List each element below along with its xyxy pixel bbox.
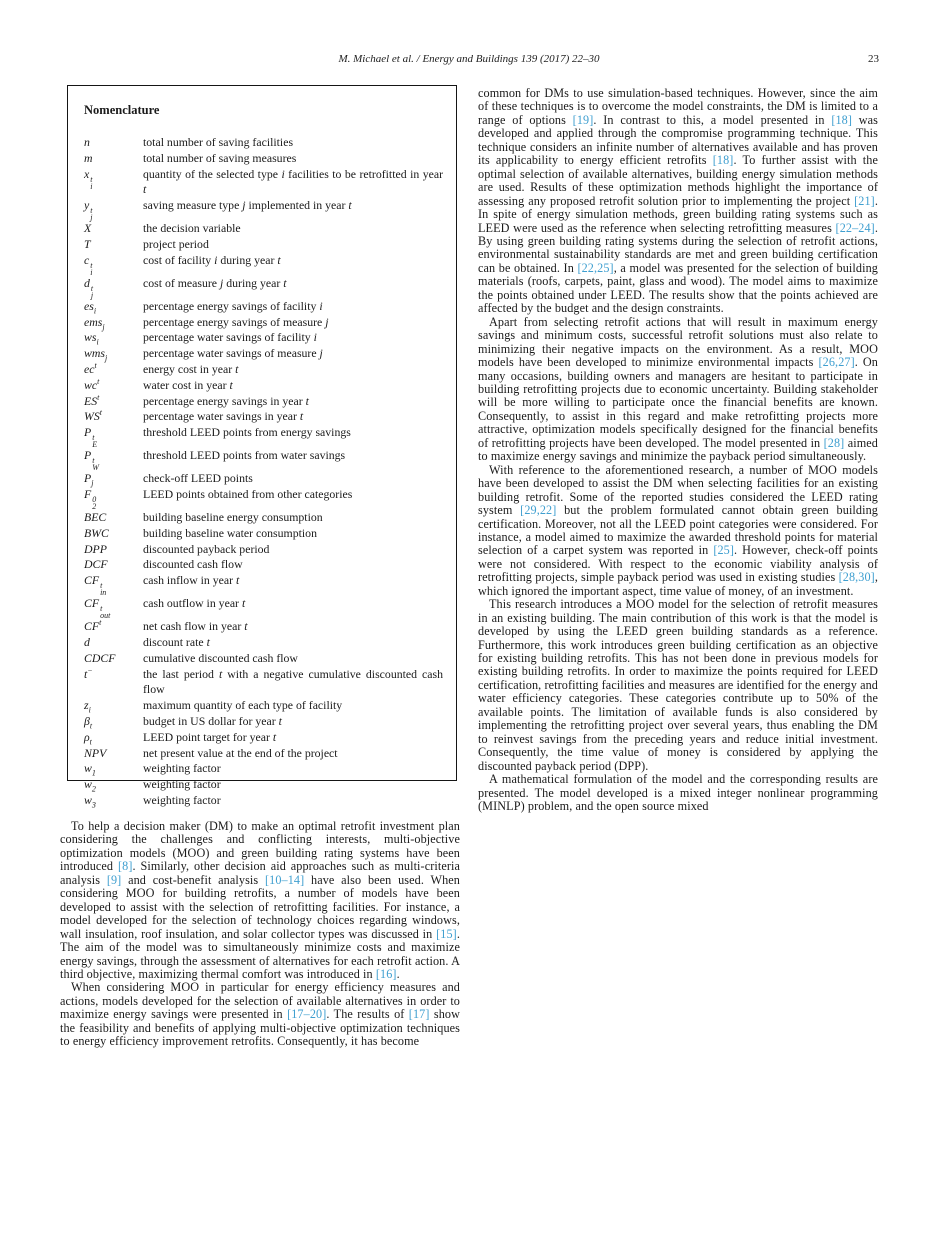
body-paragraph: A mathematical formulation of the model and the corresponding results are presented. The model developed is a mixed integer nonlinear programming (MINLP) problem, and the open source mixed — [478, 772, 878, 814]
symbol: $CF^t$ — [84, 618, 102, 634]
definition: cash inflow in year t — [143, 573, 240, 588]
symbol: ems$_j$ — [84, 314, 105, 331]
definition: discounted payback period — [143, 541, 270, 556]
definition: maximum quantity of each type of facility — [143, 698, 343, 713]
symbol: $\rho_t$ — [84, 729, 92, 747]
running-head: M. Michael et al. / Energy and Buildings 139 (2017) 22–30 — [338, 53, 600, 65]
nomenclature-entry — [84, 777, 443, 793]
nomenclature-entry — [84, 635, 443, 651]
symbol: P t W — [84, 448, 99, 473]
definition: building baseline water consumption — [143, 525, 317, 540]
definition: check-off LEED points — [143, 471, 253, 486]
definition: percentage water savings of measure j — [143, 346, 323, 361]
symbol: $WS^t$ — [84, 408, 102, 424]
citation-link[interactable]: [15] — [436, 926, 457, 941]
definition: percentage water savings in year t — [143, 409, 304, 424]
nomenclature-entry — [84, 425, 443, 448]
definition: weighting factor — [143, 761, 221, 776]
symbol: wms$_j$ — [84, 346, 108, 363]
definition: cumulative discounted cash flow — [143, 650, 298, 665]
nomenclature-entry — [84, 346, 443, 362]
symbol: t− — [84, 665, 93, 681]
nomenclature-entry — [84, 378, 443, 394]
nomenclature-entry — [84, 573, 443, 596]
nomenclature-box — [67, 85, 457, 810]
nomenclature-entry — [84, 698, 443, 714]
nomenclature-entry — [84, 221, 443, 237]
symbol: $\beta_t$ — [84, 713, 93, 731]
symbol: d — [84, 634, 90, 649]
symbol: y t j — [84, 198, 93, 223]
symbol: $wc^t$ — [84, 376, 100, 392]
body-paragraph: When considering MOO in particular for energy efficiency measures and actions, models developed for the selection of available alternatives in order to maximize energy savings were presented in [17–20]. The results of [17] show the feasibility and benefits of applying multi-objective optimization techniques to energy efficiency improvement retrofits. Consequently, it has become — [60, 980, 460, 1049]
symbol: $ec^t$ — [84, 361, 97, 376]
nomenclature-entry — [84, 448, 443, 471]
citation-link[interactable]: [19] — [572, 112, 594, 127]
nomenclature-entry — [84, 394, 443, 410]
citation-link[interactable]: [28,30] — [838, 570, 875, 585]
definition: LEED points obtained from other categories — [143, 486, 353, 501]
citation-link[interactable]: [9] — [106, 872, 122, 887]
symbol: NPV — [84, 745, 107, 760]
page-number: 23 — [868, 53, 879, 65]
body-paragraph: common for DMs to use simulation-based techniques. However, since the aim of these techniques is to overcome the model constraints, the DM is limited to a range of options [19]. In contrast to this, a model presented in [18] was developed and applied through the compromise programming technique. This technique considers an infinite number of alternatives available and has proven its applicability to energy efficient retrofits [18]. To further assist with the optimal selection of available alternatives, building energy simulation methods are used. Results of these optimization methods highlight the importance of assessing any proposed retrofit solution prior to implementing the project [21]. In spite of energy simulation methods, green building rating systems such as LEED were used as the reference when selecting retrofitting measures [22–24]. By using green building rating systems during the selection of retrofit actions, environmental sustainability standards are met and green building certification can be obtained. In [22,25], a model was presented for the selection of building materials (roofs, carpets, paint, glass and wood). The model aims to maximize the points obtained under LEED. The results show that the points achieved are affected by the budget and the design constraints. — [478, 86, 879, 316]
citation-link[interactable]: [29,22] — [520, 503, 557, 518]
definition: cost of facility i during year t — [143, 252, 281, 267]
nomenclature-entry — [84, 362, 443, 378]
symbol: $w_3$ — [84, 792, 96, 810]
nomenclature-entry — [84, 761, 443, 777]
definition: percentage energy savings of facility i — [143, 298, 323, 313]
definition: water cost in year t — [143, 377, 233, 392]
nomenclature-entry — [84, 299, 443, 315]
definition: LEED point target for year t — [143, 729, 277, 744]
nomenclature-entry — [84, 793, 443, 809]
body-paragraph: This research introduces a MOO model for the selection of retrofit measures in an existing building. The main contribution of this work is that the model is developed by using the LEED green building standards as a reference. Furthermore, this work introduces green building certification as an objective for existing building retrofits. This has not been done in previous models for existing building retrofits. In order to maximize the points required for LEED certification, retrofitting facilities and measures are identified for the energy and water efficiency categories. These categories contribute up to 50% of the available points. The limitation of available funds is also considered by implementing the retrofitting project over several years, thus enabling the DM to reinvest savings from the preceding years and reduce initial investment. Consequently, the time value of money is considered by applying the discounted payback period (DPP). — [478, 597, 878, 773]
definition: energy cost in year t — [143, 361, 239, 376]
nomenclature-entry — [84, 167, 443, 199]
nomenclature-entry — [84, 409, 443, 425]
nomenclature-entry — [84, 151, 443, 167]
symbol: F 0 2 — [84, 486, 97, 511]
nomenclature-entry — [84, 730, 443, 746]
symbol: x t i — [84, 166, 93, 191]
nomenclature-entry — [84, 253, 443, 276]
citation-link[interactable]: [21] — [854, 193, 875, 208]
citation-link[interactable]: [26,27] — [818, 355, 855, 370]
symbol: CF t in — [84, 573, 107, 598]
nomenclature-entry — [84, 471, 443, 487]
symbol: T — [84, 236, 91, 251]
definition: quantity of the selected type i facilities to be retrofitted in year t — [143, 166, 443, 197]
left-column — [60, 820, 460, 1049]
citation-link[interactable]: [8] — [118, 859, 133, 874]
nomenclature-entry — [84, 667, 443, 699]
symbol: $w_1$ — [84, 761, 96, 778]
symbol: $z_i$ — [84, 698, 91, 715]
symbol: c t i — [84, 252, 93, 277]
nomenclature-entry — [84, 487, 443, 510]
symbol: CF t out — [84, 596, 111, 621]
definition: budget in US dollar for year t — [143, 713, 282, 728]
definition: percentage energy savings in year t — [143, 393, 309, 408]
body-paragraph: To help a decision maker (DM) to make an optimal retrofit investment plan considering the challenges and conflicting interests, multi-objective optimization models (MOO) and green building rating systems have been introduced [8]. Similarly, other decision aid approaches such as multi-criteria analysis [9] and cost-benefit analysis [10–14] have also been used. When considering MOO for building retrofits, a number of models have been developed to assist with the selection of retrofitting facilities. For instance, a model developed for the selection of technology choices regarding windows, wall insulation, roof insulation, and solar collector types was discussed in [15]. The aim of the model was to simultaneously minimize costs and maximize energy savings, through the assessment of alternatives for each retrofit action. A third objective, maximizing thermal comfort was introduced in [16]. — [60, 819, 461, 981]
nomenclature-entry — [84, 714, 443, 730]
definition: threshold LEED points from water savings — [143, 448, 346, 463]
definition: the last period t with a negative cumulative discounted cash flow — [143, 666, 443, 697]
definition: weighting factor — [143, 777, 221, 792]
definition: discount rate t — [143, 634, 210, 649]
definition: cash outflow in year t — [143, 596, 246, 611]
symbol: BEC — [84, 509, 107, 524]
nomenclature-entry — [84, 135, 443, 151]
symbol: DPP — [84, 541, 107, 556]
symbol: $ES^t$ — [84, 392, 100, 408]
citation-link[interactable]: [10–14] — [264, 872, 305, 887]
definition: total number of saving facilities — [143, 135, 294, 149]
symbol: $es_i$ — [84, 298, 97, 316]
right-column — [478, 87, 878, 813]
definition: net present value at the end of the project — [143, 745, 338, 760]
nomenclature-entries — [84, 135, 443, 809]
symbol: d t j — [84, 275, 94, 300]
citation-link[interactable]: [28] — [823, 435, 845, 450]
definition: the decision variable — [143, 221, 241, 236]
citation-link[interactable]: [17] — [408, 1007, 430, 1022]
nomenclature-entry — [84, 276, 443, 299]
nomenclature-entry — [84, 237, 443, 253]
body-paragraph: Apart from selecting retrofit actions that will result in maximum energy savings and minimum costs, successful retrofit solutions must also relate to minimizing their negative impacts on the environment. As a result, MOO models have been developed to minimize environmental impacts [26,27]. On many occasions, building owners and managers are hesitant to participate in building retrofitting projects due to economic uncertainty. Building stakeholder will be more willing to participate once the financial benefits are known. Consequently, to assist in this regard and make retrofitting projects more attractive, optimization models specifically designed for the financial benefits of retrofitting projects have been developed. The model presented in [28] aimed to maximize energy savings and minimize the payback period simultaneously. — [478, 314, 879, 464]
citation-link[interactable]: [25] — [713, 543, 735, 558]
nomenclature-entry — [84, 526, 443, 542]
citation-link[interactable]: [16] — [375, 966, 397, 981]
nomenclature-entry — [84, 330, 443, 346]
nomenclature-entry — [84, 557, 443, 573]
citation-link[interactable]: [17–20] — [287, 1007, 327, 1022]
definition: building baseline energy consumption — [143, 509, 323, 524]
definition: total number of saving measures — [143, 150, 297, 165]
definition: project period — [143, 236, 209, 251]
definition: threshold LEED points from energy savings — [143, 425, 351, 440]
symbol: m — [84, 150, 93, 165]
nomenclature-entry — [84, 651, 443, 667]
nomenclature-title: Nomenclature — [84, 103, 160, 117]
citation-link[interactable]: [18] — [712, 153, 734, 168]
symbol: $P_j$ — [84, 471, 94, 488]
definition: percentage water savings of facility i — [143, 330, 317, 345]
definition: discounted cash flow — [143, 557, 243, 572]
symbol: P t E — [84, 425, 98, 450]
symbol: n — [84, 135, 90, 149]
citation-link[interactable]: [18] — [831, 112, 853, 127]
symbol: $w_2$ — [84, 777, 96, 794]
definition: percentage energy savings of measure j — [143, 314, 329, 329]
definition: net cash flow in year t — [143, 619, 248, 634]
symbol: X — [84, 221, 92, 236]
nomenclature-entry — [84, 198, 443, 221]
symbol: DCF — [84, 557, 108, 572]
nomenclature-entry — [84, 619, 443, 635]
nomenclature-entry — [84, 510, 443, 526]
symbol: BWC — [84, 525, 109, 540]
body-paragraph: With reference to the aforementioned research, a number of MOO models have been developed to assist the DM when selecting facilities for an existing building retrofit. Some of the reported studies considered the LEED rating system [29,22] but the problem formulated cannot obtain green building certification. Moreover, not all the LEED point categories were considered. For instance, a model aimed to maximize the awarded threshold points for material selection of a carpet system was reported in [25]. However, check-off points were not considered. With respect to the economic viability analysis of retrofitting projects, simple payback period was used in existing studies [28,30], which ignored the important aspect, time value of money, of an investment. — [478, 462, 878, 598]
symbol: $ws_i$ — [84, 330, 99, 347]
nomenclature-entry — [84, 746, 443, 762]
nomenclature-entry — [84, 315, 443, 331]
symbol: CDCF — [84, 650, 116, 665]
definition: saving measure type j implemented in year t — [143, 198, 352, 213]
nomenclature-entry — [84, 542, 443, 558]
nomenclature-entry — [84, 596, 443, 619]
definition: cost of measure j during year t — [143, 275, 287, 290]
definition: weighting factor — [143, 792, 221, 807]
citation-link[interactable]: [22–24] — [835, 220, 875, 235]
citation-link[interactable]: [22,25] — [577, 260, 614, 275]
